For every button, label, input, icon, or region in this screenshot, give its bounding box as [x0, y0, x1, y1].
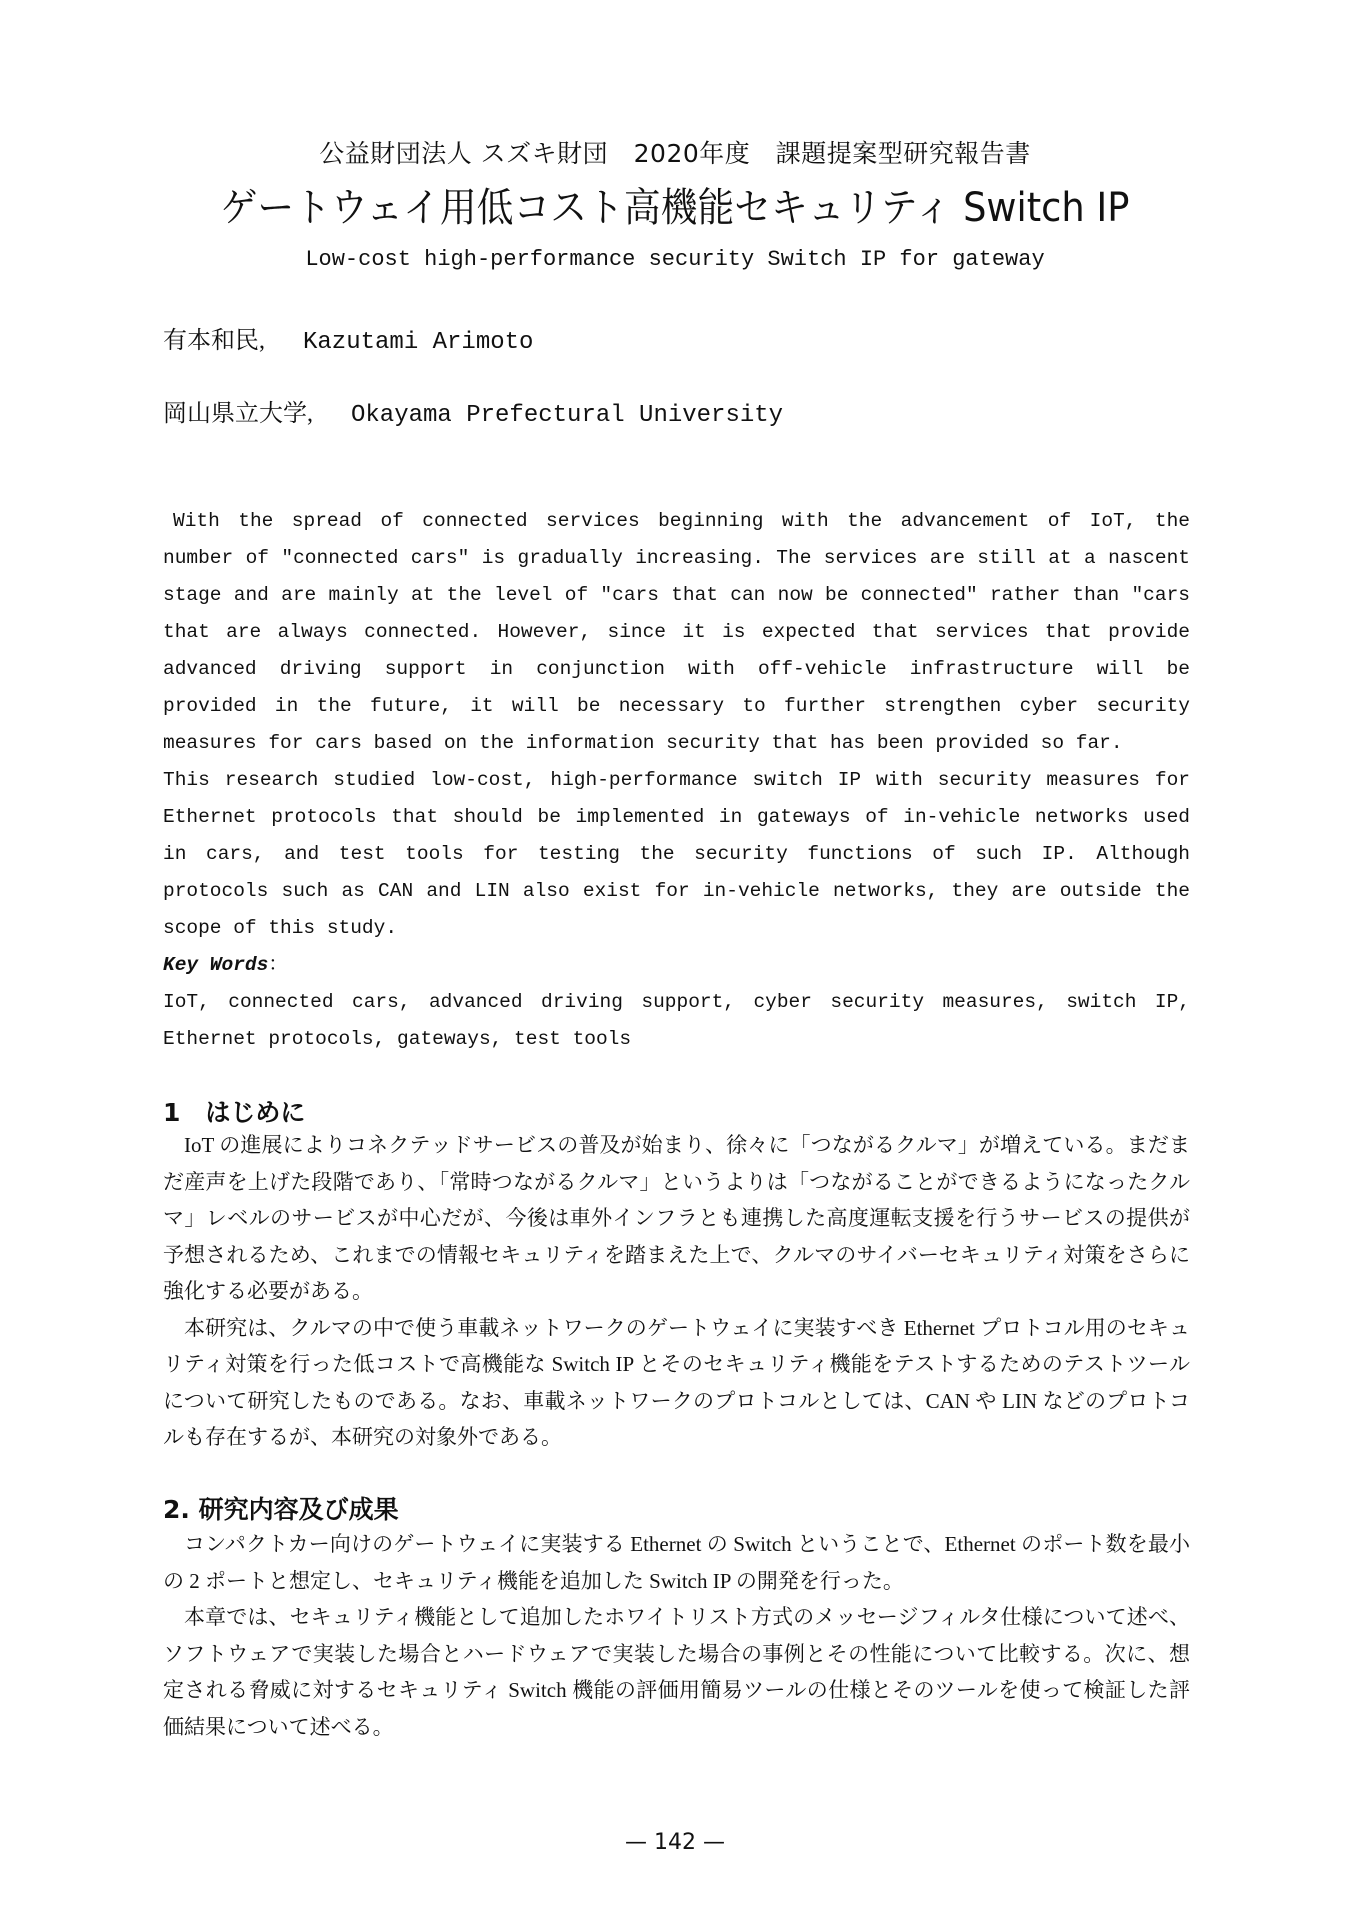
keywords-colon: ：: [268, 954, 288, 976]
section-body: [163, 1127, 1190, 1456]
author-name-en: Kazutami Arimoto: [303, 329, 534, 356]
abstract: [163, 503, 1190, 1058]
section-paragraph: IoT の進展によりコネクテッドサービスの普及が始まり、徐々に「つながるクルマ」が増えている。まだまだ産声を上げた段階であり、「常時つながるクルマ」というよりは「つながることができるようになったクルマ」レベルのサービスが中心だが、今後は車外インフラとも連携した高度運転支援を行うサービスの提供が予想されるため、これまでの情報セキュリティを踏まえた上で、クルマのサイバーセキュリティ対策をさらに強化する必要がある。: [163, 1133, 1190, 1303]
section-paragraph: コンパクトカー向けのゲートウェイに実装する Ethernet の Switch ということで、Ethernet のポート数を最小の 2 ポートと想定し、セキュリティ機能を追加した Switch IP の開発を行った。: [163, 1532, 1190, 1593]
paper-subtitle: Low-cost high-performance security Switch IP for gateway: [305, 247, 1045, 272]
section-heading: 1 はじめに: [163, 1098, 306, 1127]
abstract-paragraph: This research studied low-cost, high-performance switch IP with security measures for Ethernet protocols that should be implemented in gateways of in-vehicle networks used in cars, and test tools for testing the security functions of such IP. Although protocols such as CAN and LIN also exist for in-vehicle networks, they are outside the scope of this study.: [163, 769, 1190, 939]
section-paragraph: 本章では、セキュリティ機能として追加したホワイトリスト方式のメッセージフィルタ仕様について述べ、ソフトウェアで実装した場合とハードウェアで実装した場合の事例とその性能について比較する。次に、想定される脅威に対するセキュリティ Switch 機能の評価用簡易ツールの仕様とそのツールを使って検証した評価結果について述べる。: [163, 1605, 1190, 1739]
section-heading: 2. 研究内容及び成果: [163, 1495, 399, 1524]
keywords-list: IoT, connected cars, advanced driving support, cyber security measures, switch IP, Ethernet protocols, gateways, test tools: [163, 991, 1190, 1050]
author-line: [163, 320, 533, 356]
affiliation-name-en: Okayama Prefectural University: [351, 402, 784, 429]
section-paragraph: 本研究は、クルマの中で使う車載ネットワークのゲートウェイに実装すべき Ethernet プロトコル用のセキュリティ対策を行った低コストで高機能な Switch IP とそのセキュリティ機能をテストするためのテストツールについて研究したものである。なお、車載ネットワークのプロトコルとしては、CAN や LIN などのプロトコルも存在するが、本研究の対象外である。: [163, 1315, 1190, 1449]
keywords-label: Key Words: [163, 954, 269, 976]
affiliation-line: [163, 393, 783, 429]
affiliation-name-jp: 岡山県立大学,: [163, 401, 313, 427]
abstract-paragraph: With the spread of connected services beginning with the advancement of IoT, the number of "connected cars" is gradually increasing. The services are still at a nascent stage and are mainly at the level of "cars that can now be connected" rather than "cars that are always connected. However, since it is expected that services that provide advanced driving support in conjunction with off-vehicle infrastructure will be provided in the future, it will be necessary to further strengthen cyber security measures for cars based on the information security that has been provided so far.: [163, 510, 1190, 754]
keywords-heading: [163, 947, 1190, 984]
report-header: 公益財団法人 スズキ財団 2020年度 課題提案型研究報告書: [319, 139, 1031, 168]
page-number: — 142 —: [625, 1830, 725, 1855]
paper-title: ゲートウェイ用低コスト高機能セキュリティ Switch IP: [220, 185, 1130, 231]
author-name-jp: 有本和民,: [163, 328, 265, 354]
section-body: [163, 1526, 1190, 1745]
